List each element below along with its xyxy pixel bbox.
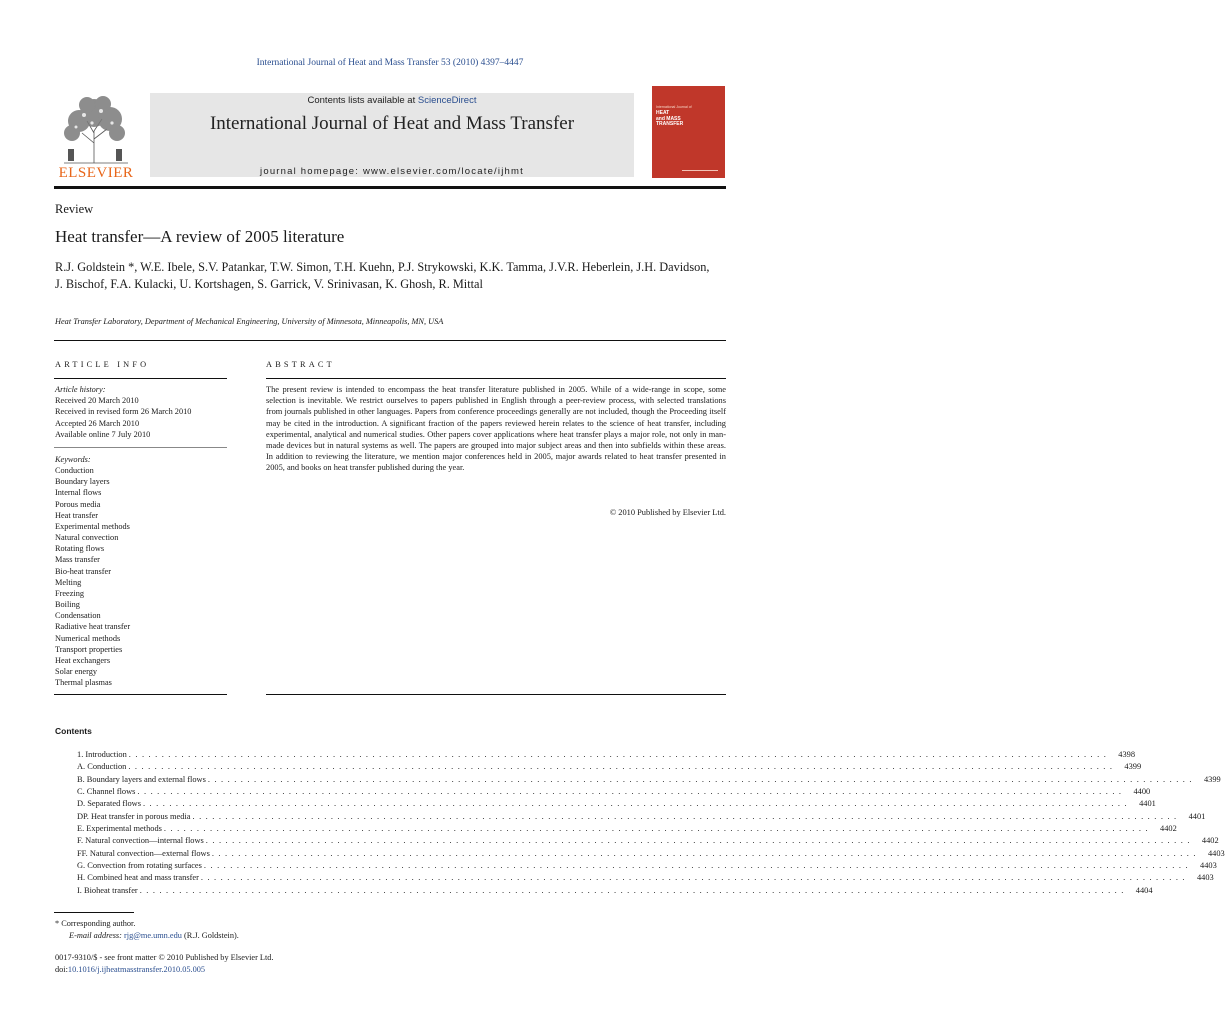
toc-page: 4403 (1207, 848, 1225, 858)
toc-row[interactable] (77, 824, 1177, 836)
toc-row[interactable] (77, 861, 1217, 873)
doi-label: doi: (55, 964, 68, 974)
toc-label: 1. Introduction (77, 750, 127, 759)
toc-page: 4400 (1133, 787, 1151, 797)
toc-page: 4404 (1135, 885, 1153, 895)
toc-label: FF. Natural convection—external flows (77, 848, 210, 858)
article-type: Review (55, 202, 94, 216)
keyword: Natural convection (55, 533, 119, 543)
article-title: Heat transfer—A review of 2005 literature (55, 227, 345, 246)
toc-page: 4402 (1160, 824, 1177, 834)
toc-label: G. Convection from rotating surfaces (77, 861, 202, 871)
toc-label: B. Boundary layers and external flows (77, 774, 206, 784)
toc-leader: . . . . . . . . . . . . . . . . . . . . . . . . . . . . . . . . . . . . . . . . . . . . . . . . . . . . . . . . . . . . . . . . . . . . . . . . . . . . . . . . . . . . . . . . . . . . . . . . . . . . . . . . . . . . . . . . . . . . . . . . . . . . . . . . . . . . . . . . . . . . . . . . . . . . . . (128, 762, 1114, 772)
article-info-bottom-rule (54, 694, 227, 695)
email-line (55, 930, 239, 942)
toc-label: I. Bioheat transfer (77, 885, 138, 895)
keyword: Internal flows (55, 488, 102, 498)
section-rule (54, 340, 726, 341)
toc-label: A. Conduction (77, 762, 127, 772)
toc-page: 4403 (1200, 861, 1217, 871)
keyword: Bio-heat transfer (55, 566, 111, 576)
copyright: © 2010 Published by Elsevier Ltd. (609, 508, 726, 517)
cover-small-text: International Journal of (656, 105, 692, 109)
doi-link[interactable]: 10.1016/j.ijheatmasstransfer.2010.05.005 (67, 964, 206, 974)
contents-heading: Contents (55, 726, 92, 736)
toc-leader: . . . . . . . . . . . . . . . . . . . . . . . . . . . . . . . . . . . . . . . . . . . . . . . . . . . . . . . . . . . . . . . . . . . . . . . . . . . . . . . . . . . . . . . . . . . . . . . . . . . . . . . . . . . . . . . . . . . . . . . . . . . . . . . . . . . . . . . . . . . . . . . . . . . . . (128, 750, 1108, 759)
abstract-text: The present review is intended to encompass the heat transfer literature published in 2005. While of a wide-range in scope, some selection is inevitable. We restrict ourselves to papers published in English through a peer-review process, with selected translations from journals published in other languages. Papers from conference proceedings generally are not included, though the Proceeding itself may be cited in the introduction. A significant fraction of the papers reviewed herein relates to the science of heat transfer, including experimental, analytical and numerical studies. Other papers cover applications where heat transfer plays a major role, not only in man-made devices but in natural systems as well. The papers are grouped into major subject areas and then into subfields within these areas. In addition to reviewing the literature, we mention major conferences held in 2005, major awards related to heat transfer presented in 2005, and books on heat transfer published during the year. (266, 385, 726, 473)
history-item: Received 20 March 2010 (55, 396, 139, 406)
toc-row[interactable] (77, 799, 1156, 811)
email-link[interactable]: rjg@me.umn.edu (124, 930, 182, 940)
toc-page: 4402 (1201, 836, 1219, 846)
keyword: Numerical methods (55, 633, 121, 643)
journal-title: International Journal of Heat and Mass Transfer (209, 113, 575, 134)
cover-title-line: and MASS (656, 115, 681, 122)
toc-page: 4399 (1203, 774, 1221, 784)
table-of-contents (77, 750, 1225, 898)
page-footer (55, 952, 274, 975)
article-history (55, 384, 191, 440)
keyword: Boundary layers (55, 477, 110, 487)
keyword: Transport properties (55, 644, 123, 654)
toc-label: E. Experimental methods (77, 824, 162, 834)
footnote-marker: * (55, 919, 60, 928)
header-rule (54, 186, 726, 189)
toc-label: H. Combined heat and mass transfer (77, 873, 199, 883)
keyword: Conduction (55, 466, 94, 476)
affiliation: Heat Transfer Laboratory, Department of Mechanical Engineering, University of Minnesota, Minneapolis, MN, USA (55, 317, 444, 326)
article-info-heading: ARTICLE INFO (55, 360, 150, 369)
cover-title-line: HEAT (656, 110, 670, 116)
toc-label: D. Separated flows (77, 799, 141, 809)
toc-leader: . . . . . . . . . . . . . . . . . . . . . . . . . . . . . . . . . . . . . . . . . . . . . . . . . . . . . . . . . . . . . . . . . . . . . . . . . . . . . . . . . . . . . . . . . . . . . . . . . . . . . . . . . . . . . . . . . . . . . . . . . . . . . . . . . . . . . . . . . . . . . . . . . . . . . . (200, 873, 1186, 883)
keyword: Thermal plasmas (55, 678, 112, 688)
journal-citation[interactable]: International Journal of Heat and Mass Transfer 53 (2010) 4397–4447 (256, 58, 524, 68)
toc-row[interactable] (77, 750, 1136, 762)
toc-row[interactable] (77, 787, 1151, 799)
email-label: E-mail address: (69, 930, 122, 940)
journal-cover-icon (652, 86, 725, 178)
keywords-label: Keywords: (55, 455, 91, 464)
corresponding-author-line (55, 918, 239, 930)
abstract-bottom-rule (266, 694, 726, 695)
article-info-rule (54, 378, 227, 379)
toc-leader: . . . . . . . . . . . . . . . . . . . . . . . . . . . . . . . . . . . . . . . . . . . . . . . . . . . . . . . . . . . . . . . . . . . . . . . . . . . . . . . . . . . . . . . . . . . . . . . . . . . . . . . . . . . . . . . . . . . . . . . . . . . . . . . . . . . . . . . . . . . . . . . . . . . . . . (203, 861, 1189, 871)
cover-title-line: TRANSFER (656, 121, 684, 127)
publisher-name: ELSEVIER (58, 165, 134, 181)
history-item: Available online 7 July 2010 (55, 429, 151, 439)
author-list: R.J. Goldstein *, W.E. Ibele, S.V. Patankar, T.W. Simon, T.H. Kuehn, P.J. Strykowski, K.K. Tamma, J.V.R. Heberlein, J.H. Davidson, J. Bischof, F.A. Kulacki, U. Kortshagen, S. Garrick, V. Srinivasan, K. Ghosh, R. Mittal (55, 260, 710, 291)
cover-title (656, 111, 683, 128)
sciencedirect-link[interactable]: ScienceDirect (417, 95, 477, 106)
issn-line: 0017-9310/$ - see front matter © 2010 Published by Elsevier Ltd. (55, 953, 274, 962)
toc-row[interactable] (77, 836, 1219, 848)
history-item: Received in revised form 26 March 2010 (55, 407, 192, 417)
toc-row[interactable] (77, 873, 1214, 885)
keywords (55, 454, 130, 688)
toc-page: 4401 (1139, 799, 1156, 809)
toc-leader: . . . . . . . . . . . . . . . . . . . . . . . . . . . . . . . . . . . . . . . . . . . . . . . . . . . . . . . . . . . . . . . . . . . . . . . . . . . . . . . . . . . . . . . . . . . . . . . . . . . . . . . . . . . . . . . . . . . . . . . . . . . . . . . . . . . . . . . . . . . . . . . . . . . . . . (211, 848, 1197, 858)
keyword: Porous media (55, 499, 101, 509)
toc-leader: . . . . . . . . . . . . . . . . . . . . . . . . . . . . . . . . . . . . . . . . . . . . . . . . . . . . . . . . . . . . . . . . . . . . . . . . . . . . . . . . . . . . . . . . . . . . . . . . . . . . . . . . . . . . . . . . . . . . . . . . . . . . . . . . . . . . . . . . . . . . . . . . . . . . . . (137, 787, 1123, 797)
history-label: Article history: (55, 385, 106, 394)
keyword: Condensation (55, 611, 101, 621)
keyword: Experimental methods (55, 521, 130, 531)
toc-label: C. Channel flows (77, 787, 136, 797)
toc-page: 4398 (1118, 750, 1136, 759)
history-keywords-divider (54, 447, 227, 448)
toc-row[interactable] (77, 774, 1221, 787)
toc-row[interactable] (77, 848, 1225, 861)
abstract-rule (266, 378, 726, 379)
contents-available-line (150, 95, 634, 106)
keyword: Freezing (55, 588, 85, 598)
footnote-rule (54, 912, 134, 913)
cover-footer-mark (682, 168, 718, 174)
history-item: Accepted 26 March 2010 (55, 418, 140, 428)
corresponding-author-text: Corresponding author. (61, 919, 136, 928)
toc-leader: . . . . . . . . . . . . . . . . . . . . . . . . . . . . . . . . . . . . . . . . . . . . . . . . . . . . . . . . . . . . . . . . . . . . . . . . . . . . . . . . . . . . . . . . . . . . . . . . . . . . . . . . . . . . . . . . . . . . . . . . . . . . . . . . . . . . . . . . . . . . . . . . . . . . . . (142, 799, 1128, 809)
toc-page: 4401 (1188, 811, 1206, 821)
contents-prefix: Contents lists available at (307, 95, 418, 106)
keyword: Radiative heat transfer (55, 622, 131, 632)
keyword: Mass transfer (55, 555, 100, 565)
email-suffix: (R.J. Goldstein). (183, 930, 239, 940)
toc-row[interactable] (77, 762, 1142, 774)
toc-leader: . . . . . . . . . . . . . . . . . . . . . . . . . . . . . . . . . . . . . . . . . . . . . . . . . . . . . . . . . . . . . . . . . . . . . . . . . . . . . . . . . . . . . . . . . . . . . . . . . . . . . . . . . . . . . . . . . . . . . . . . . . . . . . . . . . . . . . . . . . . . . . . . . . . . . . (192, 811, 1178, 821)
toc-leader: . . . . . . . . . . . . . . . . . . . . . . . . . . . . . . . . . . . . . . . . . . . . . . . . . . . . . . . . . . . . . . . . . . . . . . . . . . . . . . . . . . . . . . . . . . . . . . . . . . . . . . . . . . . . . . . . . . . . . . . . . . . . . . . . . . . . . . . . . . . . . . . . . . . . . . (139, 885, 1125, 895)
footnote (55, 918, 239, 941)
toc-page: 4403 (1196, 873, 1214, 883)
toc-leader: . . . . . . . . . . . . . . . . . . . . . . . . . . . . . . . . . . . . . . . . . . . . . . . . . . . . . . . . . . . . . . . . . . . . . . . . . . . . . . . . . . . . . . . . . . . . . . . . . . . . . . . . . . . . . . . . . . . . . . . . . . . . . . . . . . . . . . . . . . . . . . . . . . . . . . (205, 836, 1191, 846)
toc-leader: . . . . . . . . . . . . . . . . . . . . . . . . . . . . . . . . . . . . . . . . . . . . . . . . . . . . . . . . . . . . . . . . . . . . . . . . . . . . . . . . . . . . . . . . . . . . . . . . . . . . . . . . . . . . . . . . . . . . . . . . . . . . . . . . . . . . . . . . . . . . . . . . . . . . . . (207, 774, 1193, 784)
keyword: Solar energy (55, 666, 98, 676)
toc-row[interactable] (77, 811, 1206, 824)
abstract-heading: ABSTRACT (266, 360, 335, 369)
journal-header-banner (150, 93, 634, 177)
doi-line (55, 964, 274, 976)
keyword: Rotating flows (55, 544, 105, 554)
toc-label: F. Natural convection—internal flows (77, 836, 204, 846)
toc-label: DP. Heat transfer in porous media (77, 811, 191, 821)
journal-homepage[interactable]: journal homepage: www.elsevier.com/locate/ijhmt (260, 166, 524, 177)
toc-leader: . . . . . . . . . . . . . . . . . . . . . . . . . . . . . . . . . . . . . . . . . . . . . . . . . . . . . . . . . . . . . . . . . . . . . . . . . . . . . . . . . . . . . . . . . . . . . . . . . . . . . . . . . . . . . . . . . . . . . . . . . . . . . . . . . . . . . . . . . . . . . . . . . . . . . . (163, 824, 1149, 834)
keyword: Heat exchangers (55, 655, 111, 665)
keyword: Heat transfer (55, 510, 99, 520)
keyword: Boiling (55, 600, 80, 610)
keyword: Melting (55, 577, 82, 587)
toc-page: 4399 (1124, 762, 1142, 772)
toc-row[interactable] (77, 885, 1153, 898)
